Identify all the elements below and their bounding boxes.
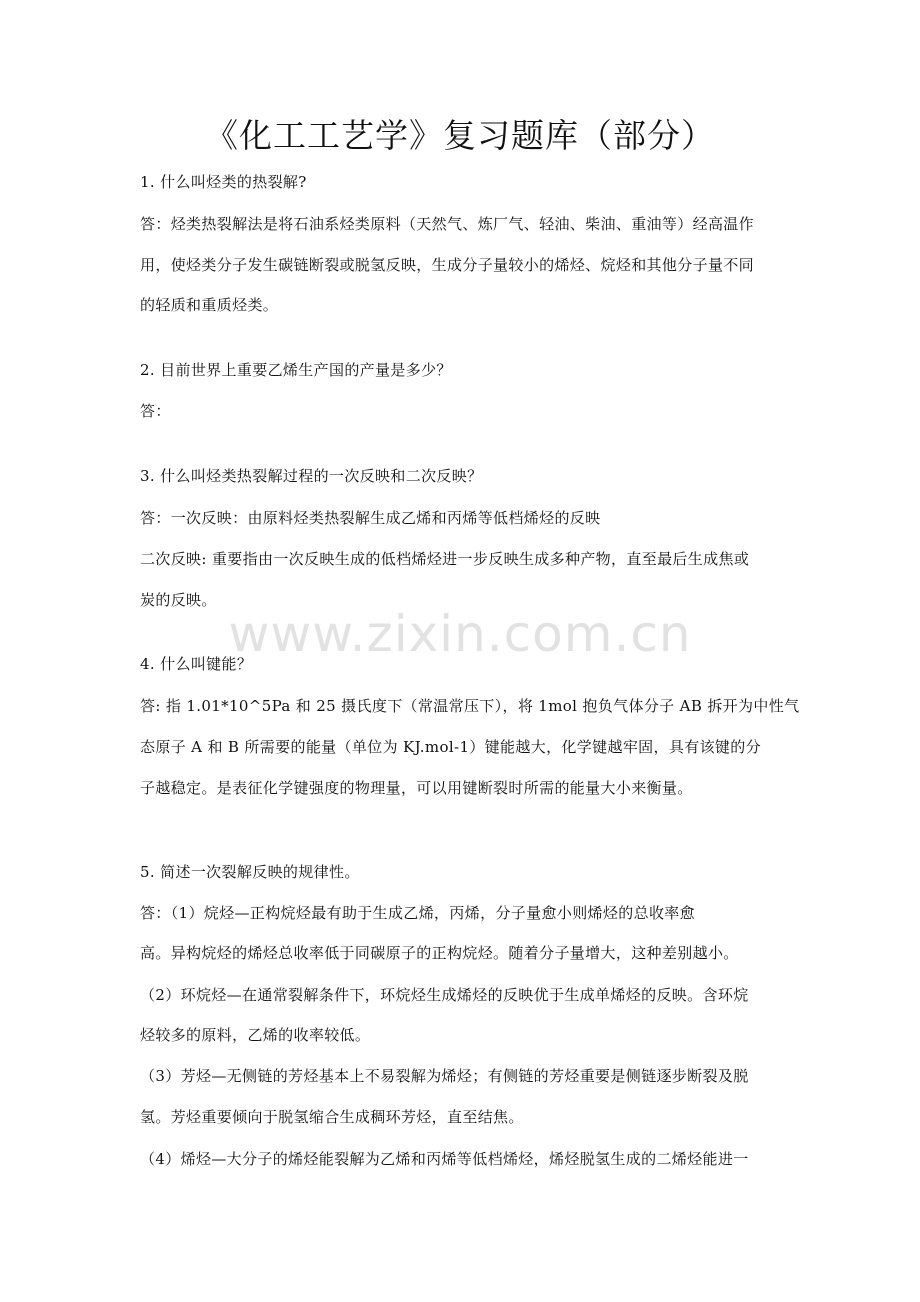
answer-1-line-2: 用，使烃类分子发生碳链断裂或脱氢反映，生成分子量较小的烯烃、烷烃和其他分子量不同 xyxy=(140,256,755,274)
answer-4-line-1: 答: 指 1.01*10^5Pa 和 25 摄氏度下（常温常压下），将 1mol 抱负气体分子 AB 拆开为中性气 xyxy=(140,697,800,715)
answer-5-line-3: （2）环烷烃—在通常裂解条件下，环烷烃生成烯烃的反映优于生成单烯烃的反映。含环烷 xyxy=(140,986,749,1004)
answer-5-line-4: 烃较多的原料，乙烯的收率较低。 xyxy=(140,1026,371,1044)
question-1: 1. 什么叫烃类的热裂解? xyxy=(140,173,307,191)
answer-1-line-1: 答：烃类热裂解法是将石油系烃类原料（天然气、炼厂气、轻油、柴油、重油等）经高温作 xyxy=(140,215,755,233)
question-2: 2. 目前世界上重要乙烯生产国的产量是多少？ xyxy=(140,361,452,379)
document-title: 《化工工艺学》复习题库（部分） xyxy=(205,116,715,155)
answer-5-line-6: 氢。芳烃重要倾向于脱氢缩合生成稠环芳烃，直至结焦。 xyxy=(140,1108,524,1126)
question-4: 4. 什么叫键能？ xyxy=(140,655,253,673)
answer-5-line-7: （4）烯烃—大分子的烯烃能裂解为乙烯和丙烯等低档烯烃，烯烃脱氢生成的二烯烃能进一 xyxy=(140,1150,749,1168)
question-3: 3. 什么叫烃类热裂解过程的一次反映和二次反映？ xyxy=(140,467,483,485)
answer-2: 答： xyxy=(140,402,171,420)
answer-1-line-3: 的轻质和重质烃类。 xyxy=(140,296,279,314)
answer-4-line-2: 态原子 A 和 B 所需要的能量（单位为 KJ.mol-1）键能越大，化学键越牢固，具有该键的分 xyxy=(140,738,761,756)
question-5: 5. 简述一次裂解反映的规律性。 xyxy=(140,863,360,881)
answer-3-line-3: 炭的反映。 xyxy=(140,591,217,609)
answer-3-line-1: 答：一次反映：由原料烃类热裂解生成乙烯和丙烯等低档烯烃的反映 xyxy=(140,509,601,527)
answer-5-line-1: 答：（1）烷烃—正构烷烃最有助于生成乙烯，丙烯，分子量愈小则烯烃的总收率愈 xyxy=(140,904,695,922)
watermark: www.zixin.com.cn xyxy=(228,605,692,663)
answer-5-line-2: 高。异构烷烃的烯烃总收率低于同碳原子的正构烷烃。随着分子量增大，这种差别越小。 xyxy=(140,944,739,962)
answer-3-line-2: 二次反映: 重要指由一次反映生成的低档烯烃进一步反映生成多种产物，直至最后生成焦或 xyxy=(140,550,750,568)
answer-5-line-5: （3）芳烃—无侧链的芳烃基本上不易裂解为烯烃；有侧链的芳烃重要是侧链逐步断裂及脱 xyxy=(140,1067,749,1085)
answer-4-line-3: 子越稳定。是表征化学键强度的物理量，可以用键断裂时所需的能量大小来衡量。 xyxy=(140,779,693,797)
